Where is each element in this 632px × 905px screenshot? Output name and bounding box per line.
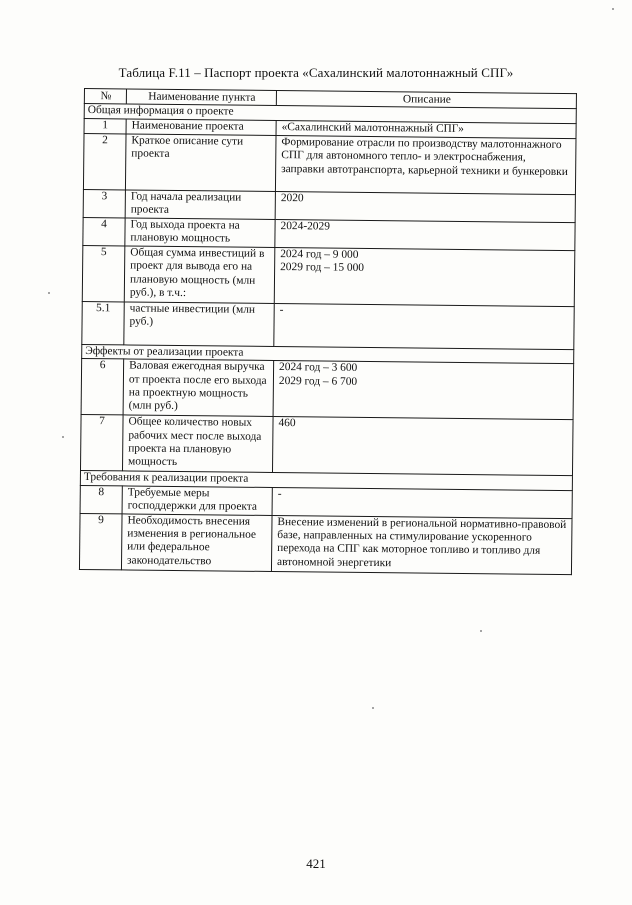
row-num: 6 <box>81 359 124 415</box>
row-desc: Внесение изменений в региональной нормативно-правовой базе, направленных на стимулирование ускоренного перехода на СПГ как моторное топливо и топливо для автономной энергетики <box>271 515 572 574</box>
table-row <box>81 359 574 420</box>
row-num: 5 <box>82 245 125 301</box>
row-desc <box>274 247 575 306</box>
header-num: № <box>84 89 126 105</box>
project-passport-table <box>79 88 577 575</box>
header-name: Наименование пункта <box>126 89 276 106</box>
row-num: 4 <box>83 217 125 245</box>
table-row <box>80 415 573 476</box>
section-general: Общая информация о проекте <box>84 104 576 124</box>
row-name: Наименование проекта <box>126 119 276 136</box>
row-num: 2 <box>83 133 126 189</box>
section-effects: Эффекты от реализации проекта <box>82 344 574 364</box>
row-desc: Формирование отрасли по производству малотоннажного СПГ для автономного тепло- и электроснабжения, заправки автотранспорта, карьерной техники и бункеровки <box>275 135 576 194</box>
scan-speck <box>612 8 614 10</box>
row-desc: 2024-2029 <box>275 219 575 250</box>
row-name: Валовая ежегодная выручка от проекта после его выхода на проектную мощность (млн руб.) <box>123 359 274 417</box>
table-caption: Таблица F.11 – Паспорт проекта «Сахалинский малотоннажный СПГ» <box>118 65 514 80</box>
desc-line: 2024 год – 9 000 <box>280 247 359 261</box>
scan-speck <box>480 630 482 632</box>
passport-table-wrapper <box>79 88 576 575</box>
row-desc: 460 <box>272 417 573 476</box>
row-desc: «Сахалинский малотоннажный СПГ» <box>276 120 576 138</box>
row-name: частные инвестиции (млн руб.) <box>124 302 274 347</box>
row-name: Необходимость внесения изменения в региональное или федеральное законодательство <box>121 514 272 572</box>
row-num: 8 <box>80 485 122 513</box>
row-name: Год начала реализации проекта <box>125 190 275 220</box>
row-num: 7 <box>80 415 123 471</box>
scan-speck <box>372 707 374 709</box>
row-desc: - <box>272 487 572 518</box>
desc-line: 2029 год – 6 700 <box>278 374 358 388</box>
desc-line: 2024 год – 3 600 <box>279 361 358 375</box>
table-row <box>82 245 575 306</box>
header-desc: Описание <box>276 91 576 110</box>
section-requirements: Требования к реализации проекта <box>80 471 572 491</box>
page-number: 421 <box>306 856 326 871</box>
row-name: Год выхода проекта на плановую мощность <box>125 218 275 248</box>
scan-speck <box>62 436 64 438</box>
row-name: Общее количество новых рабочих мест после выхода проекта на плановую мощность <box>122 415 273 473</box>
row-desc <box>273 361 574 420</box>
row-name: Требуемые меры господдержки для проекта <box>122 486 272 516</box>
row-desc: 2020 <box>275 191 575 222</box>
desc-line: 2029 год – 15 000 <box>280 261 365 275</box>
table-row <box>83 133 576 194</box>
row-num: 3 <box>83 189 125 217</box>
scan-speck <box>48 292 50 294</box>
row-desc: - <box>274 303 574 349</box>
row-num: 1 <box>84 118 126 133</box>
table-row <box>79 513 572 574</box>
row-num: 5.1 <box>82 301 124 344</box>
row-num: 9 <box>79 513 122 569</box>
row-name: Краткое описание сути проекта <box>125 134 276 192</box>
table-row <box>82 301 574 349</box>
row-name: Общая сумма инвестиций в проект для вывода его на плановую мощность (млн руб.), в т.ч.: <box>124 246 275 304</box>
